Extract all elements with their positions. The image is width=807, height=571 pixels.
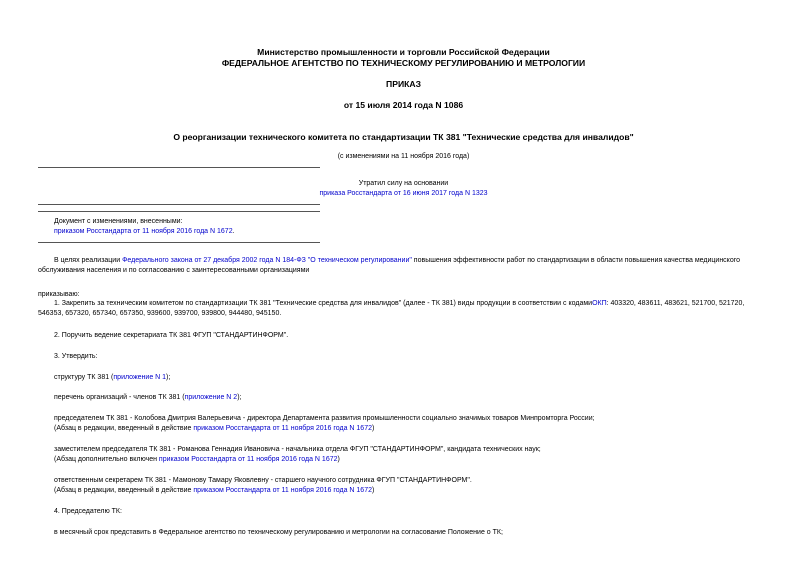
preamble: В целях реализации Федерального закона от 27 декабря 2002 года N 184-ФЗ "О техническом регулировании" повышения эффективности работ по стандартизации в области повышения качества медицинского обслуживания населения и по согласованию с заинтересованными организациями xyxy=(38,257,741,274)
deputy-item: заместителем председателя ТК 381 - Романова Геннадия Ивановича - начальника отдела ФГУП "СТАНДАРТИНФОРМ", кандидата технических наук; xyxy=(54,446,541,453)
order-word: приказываю: xyxy=(38,291,80,298)
divider xyxy=(38,211,320,212)
divider xyxy=(38,242,320,243)
secretary-item: ответственным секретарем ТК 381 - Мамонову Тамару Яковлевну - старшего научного сотрудника ФГУП "СТАНДАРТИНФОРМ". xyxy=(54,477,472,484)
secretary-note: (Абзац в редакции, введенный в действие приказом Росстандарта от 11 ноября 2016 года N 1672) xyxy=(54,487,375,494)
doc-title: О реорганизации технического комитета по стандартизации ТК 381 "Технические средства для инвалидов" xyxy=(173,132,634,142)
amendment-note: (с изменениями на 11 ноября 2016 года) xyxy=(337,153,470,160)
secretary-note-link[interactable]: приказом Росстандарта от 11 ноября 2016 года N 1672 xyxy=(193,487,372,494)
law-link[interactable]: Федерального закона от 27 декабря 2002 года N 184-ФЗ "О техническом регулировании" xyxy=(122,257,412,264)
deputy-note-link[interactable]: приказом Росстандарта от 11 ноября 2016 года N 1672 xyxy=(158,456,338,463)
ministry-name: Министерство промышленности и торговли Российской Федерации xyxy=(257,47,550,57)
appendix-2-link[interactable]: приложение N 2 xyxy=(184,394,238,401)
appendix-1-link[interactable]: приложение N 1 xyxy=(113,374,167,381)
okp-link[interactable]: ОКП xyxy=(592,300,607,307)
chair-note: (Абзац в редакции, введенный в действие приказом Росстандарта от 11 ноября 2016 года N 1672) xyxy=(54,425,375,432)
structure-item: структуру ТК 381 (приложение N 1); xyxy=(54,374,171,381)
changes-line: приказом Росстандарта от 11 ноября 2016 года N 1672. xyxy=(54,228,235,235)
changes-link[interactable]: приказом Росстандарта от 11 ноября 2016 года N 1672 xyxy=(54,228,233,235)
divider xyxy=(38,167,320,168)
deputy-note: (Абзац дополнительно включен приказом Росстандарта от 11 ноября 2016 года N 1672) xyxy=(54,456,340,463)
doc-date-number: от 15 июля 2014 года N 1086 xyxy=(343,100,464,110)
doc-type: ПРИКАЗ xyxy=(386,79,421,89)
chair-item: председателем ТК 381 - Колобова Дмитрия Валерьевича - директора Департамента развития промышленности социально значимых товаров Минпромторга России; xyxy=(54,415,595,422)
agency-name: ФЕДЕРАЛЬНОЕ АГЕНТСТВО ПО ТЕХНИЧЕСКОМУ РЕГУЛИРОВАНИЮ И МЕТРОЛОГИИ xyxy=(221,58,586,68)
paragraph-3: 3. Утвердить: xyxy=(54,353,98,360)
paragraph-4-item: в месячный срок представить в Федеральное агентство по техническому регулированию и метрологии на согласование Положение о ТК; xyxy=(54,529,503,536)
chair-note-link[interactable]: приказом Росстандарта от 11 ноября 2016 года N 1672 xyxy=(193,425,372,432)
status-link[interactable]: приказа Росстандарта от 16 июня 2017 года N 1323 xyxy=(319,190,488,197)
status-line: Утратил силу на основании xyxy=(358,180,449,187)
paragraph-4: 4. Председателю ТК: xyxy=(54,508,122,515)
changes-label: Документ с изменениями, внесенными: xyxy=(54,218,183,225)
members-item: перечень организаций - членов ТК 381 (приложение N 2); xyxy=(54,394,242,401)
paragraph-1: 1. Закрепить за техническим комитетом по стандартизации ТК 381 "Технические средства для инвалидов" (далее - ТК 381) виды продукции в соответствии с кодамиОКП: 403320, 483611, 483621, 521700, 521720, 546353, 657320, 657340, 657350, 939600, 939700, 939800, 944480, 945150. xyxy=(38,300,745,317)
paragraph-2: 2. Поручить ведение секретариата ТК 381 ФГУП "СТАНДАРТИНФОРМ". xyxy=(54,332,289,339)
divider xyxy=(38,204,320,205)
